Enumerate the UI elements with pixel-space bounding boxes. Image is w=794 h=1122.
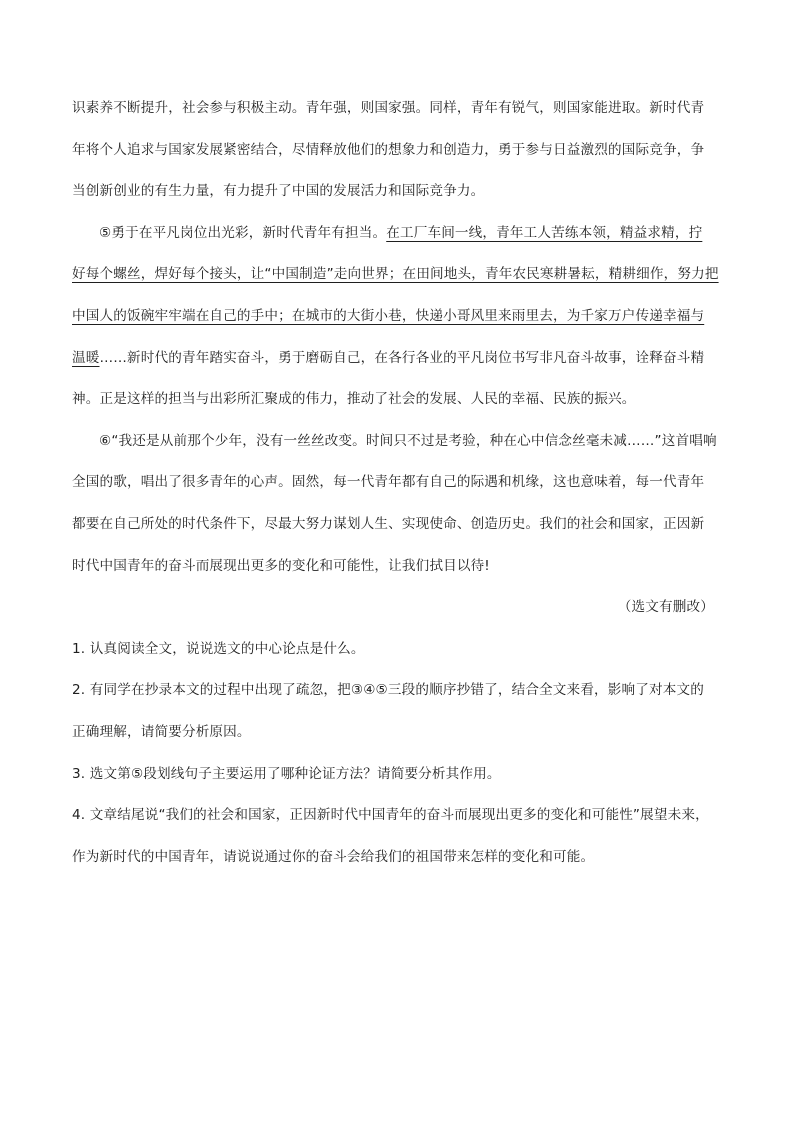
question-text: 3. 选文第⑤段划线句子主要运用了哪种论证方法？请简要分析其作用。 [72, 765, 501, 782]
question-text: 作为新时代的中国青年，请说说通过你的奋斗会给我们的祖国带来怎样的变化和可能。 [72, 848, 595, 865]
text-line [72, 264, 724, 284]
underlined-sentence: 好每个螺丝，焊好每个接头，让“中国制造”走向世界；在田间地头，青年农民寒耕暑耘，精耕细作，努力把 [72, 266, 719, 283]
question-3 [72, 764, 724, 784]
underlined-sentence: 中国人的饭碗牢牢端在自己的手中；在城市的大街小巷，快递小哥风里来雨里去，为千家万户传递幸福与 [72, 307, 705, 324]
question-text: 2. 有同学在抄录本文的过程中出现了疏忽，把③④⑤三段的顺序抄错了，结合全文来看，影响了对本文的 [72, 682, 704, 699]
text-line [72, 348, 724, 368]
plain-text: ⑤勇于在平凡岗位出光彩，新时代青年有担当。 [99, 224, 387, 241]
text-line: 都要在自己所处的时代条件下，尽最大努力谋划人生、实现使命、创造历史。我们的社会和国家，正因新 [72, 515, 705, 532]
question-4 [72, 805, 724, 867]
paragraph-intro [72, 98, 724, 201]
text-line: ⑥“我还是从前那个少年，没有一丝丝改变。时间只不过是考验，种在心中信念丝毫未减……”这首唱响 [99, 432, 717, 449]
text-line: 全国的歌，唱出了很多青年的心声。固然，每一代青年都有自己的际遇和机缘，这也意味着，每一代青年 [72, 474, 705, 491]
question-1 [72, 639, 724, 659]
text-line: 当创新创业的有生力量，有力提升了中国的发展活力和国际竞争力。 [72, 183, 485, 200]
question-text: 1. 认真阅读全文，说说选文的中心论点是什么。 [72, 640, 365, 657]
question-text: 4. 文章结尾说“我们的社会和国家，正因新时代中国青年的奋斗而展现出更多的变化和可能性”展望未来， [72, 807, 709, 824]
text-line: 时代中国青年的奋斗而展现出更多的变化和可能性，让我们拭目以待! [72, 557, 490, 574]
question-2 [72, 680, 724, 742]
text-line: 年将个人追求与国家发展紧密结合，尽情释放他们的想象力和创造力，勇于参与日益激烈的国际竞争，争 [72, 141, 705, 158]
text-line [72, 306, 724, 326]
question-text: 正确理解，请简要分析原因。 [72, 723, 251, 740]
underlined-sentence: 温暖 [72, 349, 100, 366]
underlined-sentence: 在工厂车间一线，青年工人苦练本领，精益求精，拧 [386, 224, 703, 241]
plain-text: ……新时代的青年踏实奋斗，勇于磨砺自己，在各行各业的平凡岗位书写非凡奋斗故事，诠释奋斗精 [99, 349, 705, 366]
document-page [72, 98, 724, 867]
source-note: （选文有删改） [617, 599, 714, 616]
text-line [72, 223, 724, 243]
text-line: 神。正是这样的担当与出彩所汇聚成的伟力，推动了社会的发展、人民的幸福、民族的振兴。 [72, 391, 636, 408]
source-note-block [72, 597, 724, 617]
paragraph-6 [72, 431, 724, 576]
paragraph-5 [72, 223, 724, 409]
text-line: 识素养不断提升，社会参与积极主动。青年强，则国家强。同样，青年有锐气，则国家能进取。新时代青 [72, 100, 705, 116]
